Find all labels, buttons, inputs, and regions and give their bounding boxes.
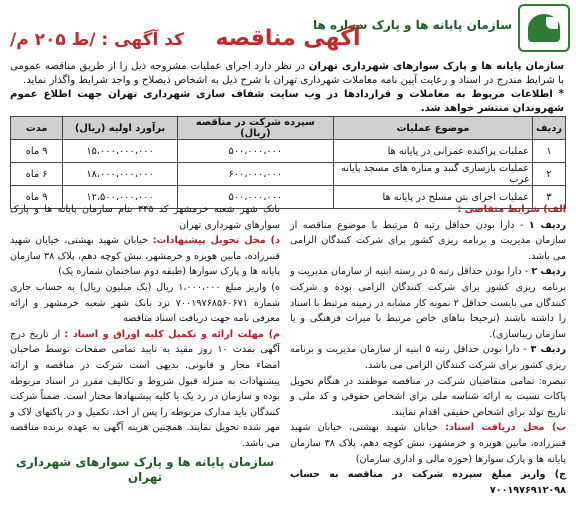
table-header-row <box>11 117 566 140</box>
delivery-title: د) محل تحویل پیشنهادات: <box>152 235 280 247</box>
organization-name: سازمان پایانه ها و پارک سواره ها <box>312 18 512 32</box>
cell-operation: عملیات پراکنده عمرانی در پایانه ها <box>333 140 532 163</box>
intro-organization: سازمان پایانه ها و پارک سوارهای شهرداری تهران <box>308 61 564 72</box>
organization-logo <box>518 4 570 52</box>
logo-mark-icon <box>528 14 560 42</box>
ad-header <box>6 4 570 56</box>
deadline-section <box>10 327 280 452</box>
condition-item <box>290 218 566 265</box>
table-row <box>11 140 566 163</box>
cell-row-number: ۲ <box>532 163 565 186</box>
bank-text: بانک شهر شعبه خرمشهر کد ۳۴۵ بنام سازمان پایانه ها و پارک سوارهای شهرداری تهران <box>10 204 280 231</box>
conditions-column <box>290 202 566 498</box>
cell-deposit: ۶۰۰،۰۰۰،۰۰۰ <box>177 163 333 186</box>
condition-text: - دارا بودن حداقل رتبه ۵ ابنیه از سازمان مدیریت و برنامه ریزی کشور برای شرکت کنندگان الزامی می باشد. <box>290 344 566 371</box>
deadline-text: از تاریخ درج آگهی بمدت ۱۰ روز مقید به تایید تمامی صفحات توسط صاحبان امضاء مجاز و قانونی. بدیهی است شرکت در مناقصه و ارائه پیشنهادات به منزله قبول شروط و تکالیف مقرر در اسناد مربوطه بوده و سازمان در رد یک یا کلیه پیشنهادها مختار است. ضمناً شرکت کنندگان باید مدارک مربوطه را پس از اخذ، تکمیل و در پاکتهای لاک و مهر شده تحویل نمایند. همچنین هزینه آگهی به عهده برنده مناقصه می باشد. <box>10 328 280 449</box>
condition-label: ردیف ۳ <box>530 344 566 356</box>
cell-operation: عملیات بازسازی گنبد و مناره های مسجد پایانه غرب <box>333 163 532 186</box>
cell-deposit: ۵۰۰،۰۰۰،۰۰۰ <box>177 140 333 163</box>
deadline-title: م) مهلت ارائه و تکمیل کلیه اوراق و اسناد : <box>64 328 280 340</box>
operations-table <box>10 116 566 209</box>
deposit-payment-text: ج) واریز مبلغ سپرده شرکت در مناقصه به حساب ۷۰۰۱۹۷۶۹۱۲۰۹۸ <box>290 469 566 496</box>
condition-item <box>290 342 566 373</box>
conditions-title: الف) شرایط متقاضی : <box>457 204 566 215</box>
condition-text: - دارا بودن حداقل رتبه ۵ در رسته ابنیه از سازمان مدیریت و برنامه ریزی کشور برای شرکت کنندگان الزامی بوده و شرکت کنندگان می بایست حداقل ۲ نمونه کار مشابه در زمینه مرتبط با اسناد را داشته باشند (ترجیحا بناهای خاص مرتبط با میراث فرهنگی و یا سازمان زیباسازی). <box>290 266 566 340</box>
header-operation: موضوع عملیات <box>333 117 532 140</box>
proposal-delivery <box>10 233 280 280</box>
submission-column <box>10 202 280 486</box>
cell-row-number: ۱ <box>532 140 565 163</box>
intro-paragraph <box>10 60 564 116</box>
table-row <box>11 163 566 186</box>
cell-duration: ۹ ماه <box>11 140 63 163</box>
receipt-title: ب) محل دریافت اسناد: <box>445 422 566 434</box>
condition-item <box>290 264 566 342</box>
condition-text: - دارا بودن حداقل رتبه ۵ مرتبط با موضوع مناقصه از سازمان مدیریت و برنامه ریزی کشور برای شرکت کنندگان الزامی می باشد. <box>290 219 566 262</box>
header-deposit: سپرده شرکت در مناقصه (ریال) <box>177 117 333 140</box>
condition-label: ردیف ۱ <box>528 219 566 231</box>
note-text: تبصره: تمامی متقاضیان شرکت در مناقصه موظفند در هنگام تحویل پاکات نسبت به ارائه شناسه ملی برای اشخاص حقوقی و کد ملی و تاریخ تولد برای اشخاص حقیقی اقدام نمایند. <box>290 375 566 418</box>
ad-title: آگهی مناقصه <box>215 26 361 51</box>
cell-estimate: ۱۸،۰۰۰،۰۰۰،۰۰۰ <box>63 163 177 186</box>
fee-payment-text: ه) واریز مبلغ ۱،۰۰۰،۰۰۰ ریال (یک میلیون ریال) به حساب جاری شماره ۷۰۰۱۹۷۶۸۵۶۰۶۷۱ نزد بانک شهر شعبه خرمشهر و ارائه معرفی نامه جهت دریافت اسناد مناقصه <box>10 281 281 325</box>
footer-organization: سازمان پایانه ها و پارک سوارهای شهرداری تهران <box>15 454 275 485</box>
intro-text: در نظر دارد اجرای عملیات مشروحه ذیل را از طریق مناقصه عمومی با شرایط مندرج در اسناد و رعایت آیین نامه معاملات شهرداری تهران با شرح ذیل به اشخاص ذیصلاح و واجد شرایط واگذار نماید. <box>10 61 564 86</box>
header-row-number: ردیف <box>532 117 565 140</box>
header-estimate: برآورد اولیه (ریال) <box>63 117 177 140</box>
cell-deposit: ۵۰۰،۰۰۰،۰۰۰ <box>177 186 333 209</box>
transparency-notice: * اطلاعات مربوط به معاملات و قراردادها در وب سایت شفاف سازی شهرداری تهران جهت اطلاع عموم شهروندان منتشر خواهد شد. <box>10 89 564 114</box>
condition-label: ردیف ۲ <box>531 266 567 278</box>
header-duration: مدت <box>11 117 63 140</box>
document-receipt <box>290 420 566 467</box>
cell-duration: ۶ ماه <box>11 163 63 186</box>
receipt-text: خیابان شهید بهشتی، خیابان شهید قنبرزاده، مابین هویزه و خرمشهر، نبش کوچه دهم، پلاک ۳۸ سازمان پایانه ها و پارک سوارها (حوزه مالی و اداری سازمان) <box>290 422 566 465</box>
ad-code: کد آگهی : /ط ۲۰۵ م/ <box>10 30 184 50</box>
cell-row-number: ۳ <box>532 186 565 209</box>
cell-estimate: ۱۵،۰۰۰،۰۰۰،۰۰۰ <box>63 140 177 163</box>
cell-operation: عملیات اجرای بتن مسلح در پایانه ها <box>333 186 532 209</box>
cell-estimate: ۱۲،۵۰۰،۰۰۰،۰۰۰ <box>63 186 177 209</box>
delivery-text: خیابان شهید بهشتی، خیابان شهید قنبرزاده، مابین هویزه و خرمشهر، نبش کوچه دهم، پلاک ۳۸ سازمان پایانه ها و پارک سوارها (طبقه دوم ساختمان شماره یک) <box>10 235 280 278</box>
cell-duration: ۹ ماه <box>11 186 63 209</box>
